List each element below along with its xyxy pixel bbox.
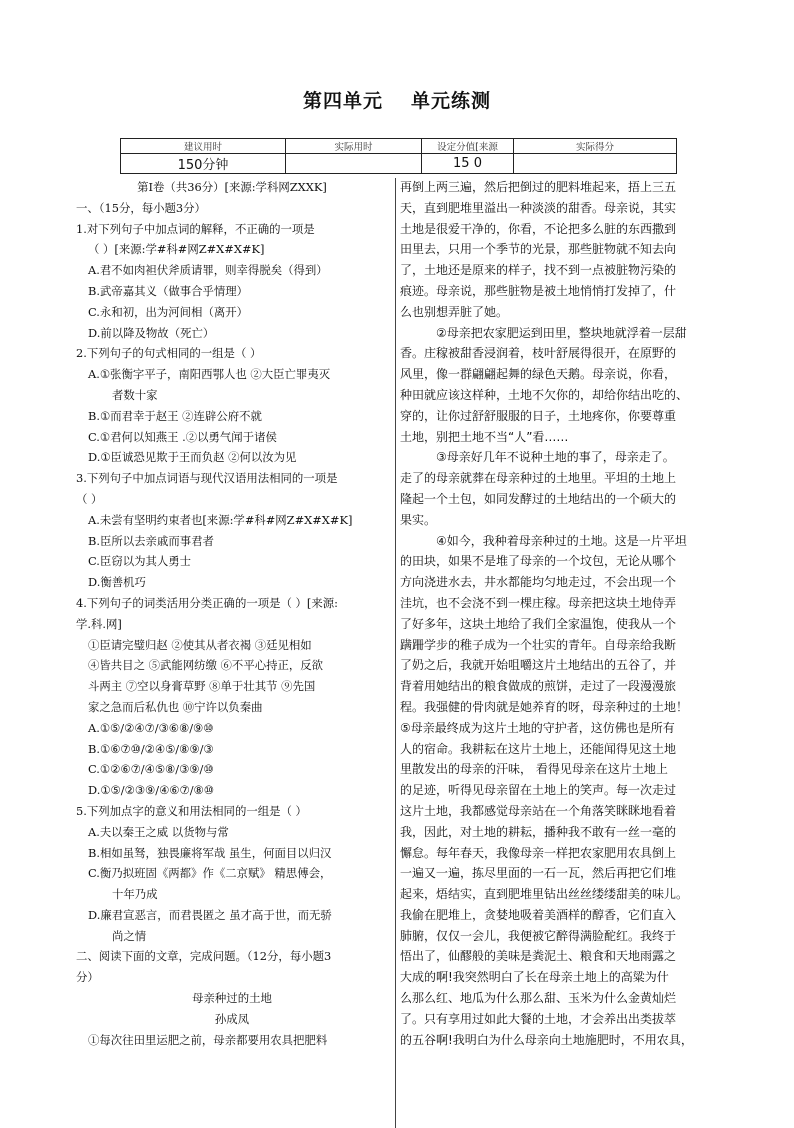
question-5: 5.下列加点字的意义和用法相同的一组是（ ） [76, 803, 307, 818]
question-2-option-a: A.①张衡字平子，南阳西鄂人也 ②大臣亡罪夷灭 [88, 367, 331, 382]
question-4-items-3: 斗两主 ⑦空以身膏草野 ⑧单于壮其节 ⑨先国 [88, 679, 316, 694]
part-2-heading: 二、阅读下面的文章，完成问题。（12分，每小题3 [76, 949, 332, 964]
article-paragraph-4-start: ④如今，我种着母亲种过的土地。这是一片平坦 [436, 533, 687, 548]
question-3-option-a: A.未尝有坚明约束者也[来源:学#科#网Z#X#X#K] [88, 512, 353, 527]
article-line: 的足迹，听得见母亲留在土地上的笑声。每一次走过 [400, 783, 677, 798]
article-line: 蹒跚学步的稚子成为一个壮实的青年。自母亲给我断 [400, 637, 677, 652]
question-5-option-b: B.相如虽驽，独畏廉将军哉 虽生，何面目以归汉 [88, 845, 332, 860]
article-author: 孙成凤 [214, 1011, 250, 1026]
question-3-option-c: C.臣窃以为其人勇士 [88, 554, 192, 569]
header-suggested-time: 建议用时 [121, 139, 286, 154]
question-5-option-c: C.衡乃拟班固《两都》作《二京赋》 精思傅会， [88, 866, 332, 881]
question-3: 3.下列句子中加点词语与现代汉语用法相同的一项是 [76, 471, 338, 486]
article-line: 肺腑，仅仅一会儿，我便被它醉得满脸酡红。我终于 [400, 928, 677, 943]
question-4-cont: 学.科.网] [76, 616, 122, 631]
article-title: 母亲种过的土地 [192, 991, 272, 1006]
info-table [120, 138, 677, 174]
article-line: 隆起一个土包，如同发酵过的土地结出的一个硕大的 [400, 491, 677, 506]
title-main: 第四单元 [302, 90, 383, 112]
article-line: 么那么红、地瓜为什么那么甜、玉米为什么金黄灿烂 [400, 991, 677, 1006]
question-4-option-b: B.①⑥⑦⑩/②④⑤/⑧⑨/③ [88, 741, 214, 756]
value-suggested-time: 150分钟 [121, 154, 286, 174]
question-4-option-c: C.①②⑥⑦/④⑤⑧/③⑨/⑩ [88, 762, 214, 777]
question-2-option-b: B.①而君幸于赵王 ②连辟公府不就 [88, 408, 262, 423]
article-line: 了，土地还是原来的样子，找不到一点被脏物污染的 [400, 263, 677, 278]
article-line: 走了的母亲就葬在母亲种过的土地里。平坦的土地上 [400, 471, 677, 486]
question-5-option-c-cont: 十年乃成 [112, 887, 158, 902]
question-4: 4.下列句子的词类活用分类正确的一项是（ ）[来源: [76, 595, 338, 610]
question-3-cont: （ ） [76, 491, 103, 506]
column-divider [395, 178, 396, 1128]
article-line: 大成的啊!我突然明白了长在母亲土地上的高粱为什 [400, 970, 669, 985]
part-heading: 一、（15分，每小题3分） [76, 200, 206, 215]
question-3-option-d: D.衡善机巧 [88, 575, 146, 590]
question-5-option-d: D.廉君宣恶言，而君畏匿之 虽才高于世，而无骄 [88, 907, 332, 922]
page-title [0, 86, 794, 113]
question-1-option-c: C.永和初，出为河间相（离开） [88, 304, 249, 319]
part-2-heading-cont: 分） [76, 970, 99, 985]
question-2-option-a-cont: 者数十家 [112, 387, 158, 402]
question-4-option-a: A.①⑤/②④⑦/③⑥⑧/⑨⑩ [88, 720, 214, 735]
question-4-items-4: 家之急而后私仇也 ⑩宁许以负秦曲 [88, 699, 263, 714]
article-line: 起来，焐结实，直到肥堆里钻出丝丝缕缕甜美的味儿。 [400, 887, 689, 902]
article-paragraph-2-start: ②母亲把农家肥运到田里，整块地就浮着一层甜 [436, 325, 687, 340]
question-5-option-a: A.夫以秦王之威 以货物与常 [88, 824, 229, 839]
right-column [400, 177, 722, 1050]
title-sub: 单元练测 [411, 90, 492, 112]
article-line: 土地是很爱干净的，你看，不论把多么脏的东西撒到 [400, 221, 677, 236]
article-line: 田里去，只用一个季节的光景，那些脏物就不知去向 [400, 242, 677, 257]
header-actual-time: 实际用时 [286, 139, 422, 154]
article-line: 天，直到肥堆里溢出一种淡淡的甜香。母亲说，其实 [400, 200, 677, 215]
article-line: 再倒上两三遍，然后把倒过的肥料堆起来，捂上三五 [400, 180, 677, 194]
question-1-option-b: B.武帝嘉其义（做事合乎情理） [88, 283, 249, 298]
article-line: 背着用她结出的粮食做成的煎饼，走过了一段漫漫旅 [400, 679, 677, 694]
info-header-row [121, 139, 677, 154]
article-line: 穿的，让你过舒舒服服的日子，土地疼你，你要尊重 [400, 408, 677, 423]
question-1: 1.对下列句子中加点词的解释，不正确的一项是 [76, 221, 315, 236]
article-line: 果实。 [400, 512, 437, 527]
article-line: 了奶之后，我就开始咀嚼这片土地结出的五谷了，并 [400, 658, 677, 673]
article-line: 风里，像一群翩翩起舞的绿色天鹅。母亲说，你看， [400, 367, 677, 382]
info-value-row [121, 154, 677, 174]
article-line: 一遍又一遍，拣尽里面的一石一瓦，然后再把它们堆 [400, 866, 677, 881]
question-1-option-a: A.君不如肉袒伏斧质请罪，则幸得脱矣（得到） [88, 263, 328, 278]
question-5-option-d-cont: 尚之情 [112, 928, 147, 943]
header-actual-score: 实际得分 [514, 139, 677, 154]
question-4-items-2: ④皆共目之 ⑤武能网纺缴 ⑥不平心持正，反欲 [88, 658, 324, 673]
left-column [76, 177, 388, 1050]
article-line: 里散发出的母亲的汗味， 看得见母亲在这片土地上 [400, 762, 668, 777]
section-heading: 第Ⅰ卷（共36分）[来源:学科网ZXXK] [137, 180, 327, 194]
value-actual-time[interactable] [286, 154, 422, 174]
question-3-option-b: B.臣所以去亲戚而事君者 [88, 533, 214, 548]
article-line: 的田块，如果不是堆了母亲的一个坟包，无论从哪个 [400, 554, 677, 569]
question-4-option-d: D.①⑤/②③⑨/④⑥⑦/⑧⑩ [88, 783, 214, 798]
article-line: 了好多年，这块土地给了我们全家温饱，使我从一个 [400, 616, 677, 631]
article-line: 的五谷啊!我明白为什么母亲向土地施肥时，不用农具， [400, 1032, 693, 1047]
value-actual-score[interactable] [514, 154, 677, 174]
question-2-option-c: C.①君何以知燕王 .②以勇气闻于诸侯 [88, 429, 277, 444]
header-set-score: 设定分值[来源 [422, 139, 514, 154]
article-line: 么也别想弄脏了她。 [400, 304, 509, 319]
value-set-score: 15 0 [422, 154, 514, 174]
question-2-option-d: D.①臣诚恐见欺于王而负赵 ②何以汝为见 [88, 450, 297, 465]
article-line: 痕迹。母亲说，那些脏物是被土地悄悄打发掉了，什 [400, 283, 677, 298]
article-line: 我，因此，对土地的耕耘，播种我不敢有一丝一毫的 [400, 824, 677, 839]
article-line: 程。我强健的骨肉就是她养育的呀，母亲种过的土地！ [400, 699, 689, 714]
question-1-option-d: D.前以降及物故（死亡） [88, 325, 215, 340]
article-paragraph-3-start: ③母亲好几年不说种土地的事了，母亲走了。 [436, 450, 675, 465]
article-line: 洼坑，也不会浇不到一棵庄稼。母亲把这块土地侍弄 [400, 595, 677, 610]
article-line: 了。只有享用过如此大餐的土地，才会养出出类拔萃 [400, 1011, 677, 1026]
article-paragraph-5-start: ⑤母亲最终成为这片土地的守护者，这仿佛也是所有 [400, 720, 675, 735]
article-line: 种田就应该这样种，土地不欠你的，却给你结出吃的、 [400, 387, 689, 402]
article-paragraph-1-start: ①每次往田里运肥之前，母亲都要用农具把肥料 [88, 1032, 328, 1047]
article-line: 方向浇进水去，井水都能均匀地走过，不会出现一个 [400, 575, 677, 590]
question-1-cont: （ ）[来源:学#科#网Z#X#X#K] [88, 242, 265, 257]
question-4-items-1: ①臣请完璧归赵 ②使其从者衣褐 ③廷见相如 [88, 637, 312, 652]
article-line: 悟出了，仙醪般的美味是粪泥土、粮食和天地雨露之 [400, 949, 677, 964]
article-line: 懈怠。每年春天，我像母亲一样把农家肥用农具倒上 [400, 845, 677, 860]
article-line: 人的宿命。我耕耘在这片土地上，还能闻得见这土地 [400, 741, 677, 756]
article-line: 这片土地，我都感觉母亲站在一个角落笑眯眯地看着 [400, 803, 677, 818]
question-2: 2.下列句子的句式相同的一组是（ ） [76, 346, 262, 361]
article-line: 我偷在肥堆上，贪婪地吸着美酒样的醇香，它们直入 [400, 907, 677, 922]
article-line: 香。庄稼被甜香浸润着，枝叶舒展得很开，在原野的 [400, 346, 677, 361]
article-line: 土地，别把土地不当“人”看…… [400, 429, 569, 444]
